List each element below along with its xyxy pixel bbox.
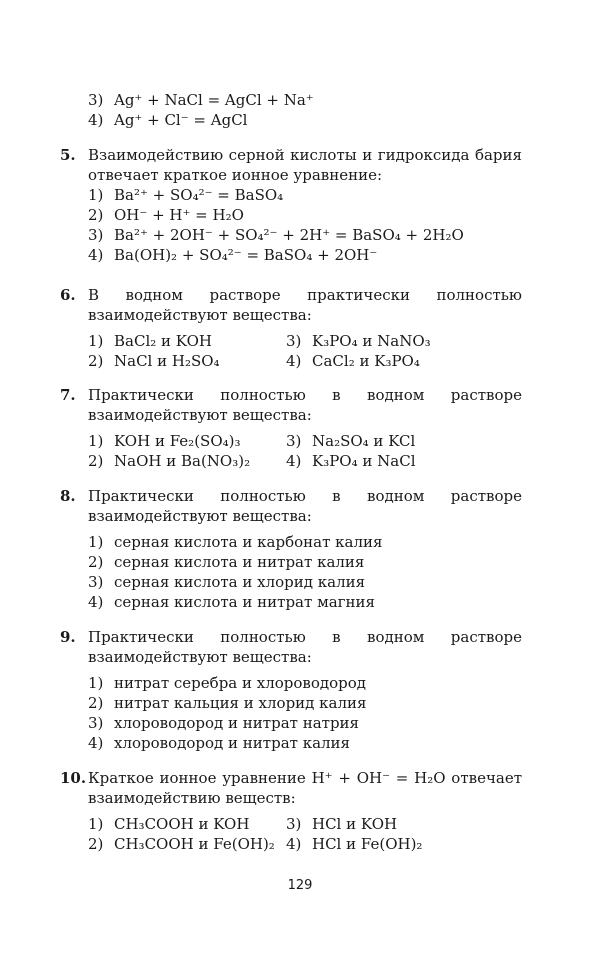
option-number: 3) [88, 573, 104, 591]
option-number: 3) [286, 432, 302, 450]
option-text: Ba²⁺ + SO₄²⁻ = BaSO₄ [114, 186, 284, 204]
option-3 [88, 225, 522, 245]
option-2 [88, 693, 522, 713]
option-text: Ag⁺ + Cl⁻ = AgCl [114, 111, 248, 129]
question-number: 9. [60, 628, 76, 646]
option-number: 4) [286, 835, 302, 853]
option-number: 2) [88, 452, 104, 470]
option-text: Ag⁺ + NaCl = AgCl + Na⁺ [114, 91, 314, 109]
question-6 [60, 285, 522, 371]
option-number: 1) [88, 674, 104, 692]
question-number: 8. [60, 487, 76, 505]
option-2 [88, 451, 286, 471]
option-number: 4) [88, 111, 104, 129]
option-text: BaCl₂ и KOH [114, 332, 212, 350]
option-3 [88, 713, 522, 733]
option-text: NaCl и H₂SO₄ [114, 352, 220, 370]
question-text: Практически полностью в водном растворе взаимодействуют вещества: [88, 487, 522, 525]
option-number: 4) [88, 593, 104, 611]
option-number: 3) [286, 332, 302, 350]
option-4 [88, 733, 522, 753]
option-2 [88, 552, 522, 572]
option-text: нитрат кальция и хлорид калия [114, 694, 367, 712]
page-number: 129 [287, 878, 313, 893]
option-number: 4) [286, 452, 302, 470]
option-2 [88, 351, 286, 371]
option-3 [286, 431, 522, 451]
option-text: CH₃COOH и Fe(OH)₂ [114, 835, 275, 853]
question-10 [60, 768, 522, 854]
question-5 [60, 145, 522, 265]
option-number: 4) [88, 734, 104, 752]
option-4 [88, 592, 522, 612]
option-1 [88, 431, 286, 451]
option-4 [286, 834, 522, 854]
option-number: 1) [88, 533, 104, 551]
option-number: 4) [286, 352, 302, 370]
question-text: В водном растворе практически полностью взаимодействуют вещества: [88, 286, 522, 324]
option-number: 1) [88, 186, 104, 204]
question-7 [60, 385, 522, 471]
option-number: 1) [88, 432, 104, 450]
option-text: хлороводород и нитрат натрия [114, 714, 360, 732]
option-text: серная кислота и нитрат магния [114, 593, 375, 611]
option-2 [88, 834, 286, 854]
question-number: 7. [60, 386, 76, 404]
question-8 [60, 486, 522, 612]
option-1 [88, 814, 286, 834]
option-number: 1) [88, 815, 104, 833]
option-3 [88, 572, 522, 592]
option-4 [88, 245, 522, 265]
option-number: 2) [88, 206, 104, 224]
question-9 [60, 627, 522, 753]
option-text: K₃PO₄ и NaCl [312, 452, 416, 470]
option-3 [286, 814, 522, 834]
option-text: серная кислота и нитрат калия [114, 553, 365, 571]
option-1 [88, 532, 522, 552]
option-number: 2) [88, 352, 104, 370]
option-text: серная кислота и карбонат калия [114, 533, 383, 551]
option-4 [286, 451, 522, 471]
option-number: 2) [88, 694, 104, 712]
option-1 [88, 331, 286, 351]
option-3 [88, 90, 522, 110]
option-text: CH₃COOH и KOH [114, 815, 250, 833]
question-text: Практически полностью в водном растворе взаимодействуют вещества: [88, 386, 522, 424]
option-4 [286, 351, 522, 371]
option-text: OH⁻ + H⁺ = H₂O [114, 206, 244, 224]
option-text: нитрат серебра и хлороводород [114, 674, 367, 692]
option-number: 4) [88, 246, 104, 264]
option-number: 1) [88, 332, 104, 350]
option-text: NaOH и Ba(NO₃)₂ [114, 452, 251, 470]
option-text: серная кислота и хлорид калия [114, 573, 366, 591]
option-text: CaCl₂ и K₃PO₄ [312, 352, 420, 370]
option-number: 2) [88, 835, 104, 853]
option-number: 3) [88, 226, 104, 244]
question-text: Взаимодействию серной кислоты и гидроксида бария отвечает краткое ионное уравнение: [88, 146, 522, 184]
option-number: 3) [88, 714, 104, 732]
option-number: 3) [286, 815, 302, 833]
question-text: Краткое ионное уравнение H⁺ + OH⁻ = H₂O отвечает взаимодействию веществ: [88, 769, 522, 807]
option-2 [88, 205, 522, 225]
option-number: 3) [88, 91, 104, 109]
option-text: KOH и Fe₂(SO₄)₃ [114, 432, 241, 450]
option-text: HCl и KOH [312, 815, 398, 833]
question-text: Практически полностью в водном растворе взаимодействуют вещества: [88, 628, 522, 666]
option-1 [88, 185, 522, 205]
prev-question-tail [60, 90, 522, 130]
option-text: хлороводород и нитрат калия [114, 734, 351, 752]
option-text: Ba(OH)₂ + SO₄²⁻ = BaSO₄ + 2OH⁻ [114, 246, 378, 264]
option-1 [88, 673, 522, 693]
option-3 [286, 331, 522, 351]
option-text: K₃PO₄ и NaNO₃ [312, 332, 431, 350]
option-text: Ba²⁺ + 2OH⁻ + SO₄²⁻ + 2H⁺ = BaSO₄ + 2H₂O [114, 226, 464, 244]
option-text: Na₂SO₄ и KCl [312, 432, 416, 450]
question-number: 6. [60, 286, 76, 304]
question-number: 5. [60, 146, 76, 164]
option-4 [88, 110, 522, 130]
option-number: 2) [88, 553, 104, 571]
question-number: 10. [60, 769, 87, 787]
option-text: HCl и Fe(OH)₂ [312, 835, 423, 853]
